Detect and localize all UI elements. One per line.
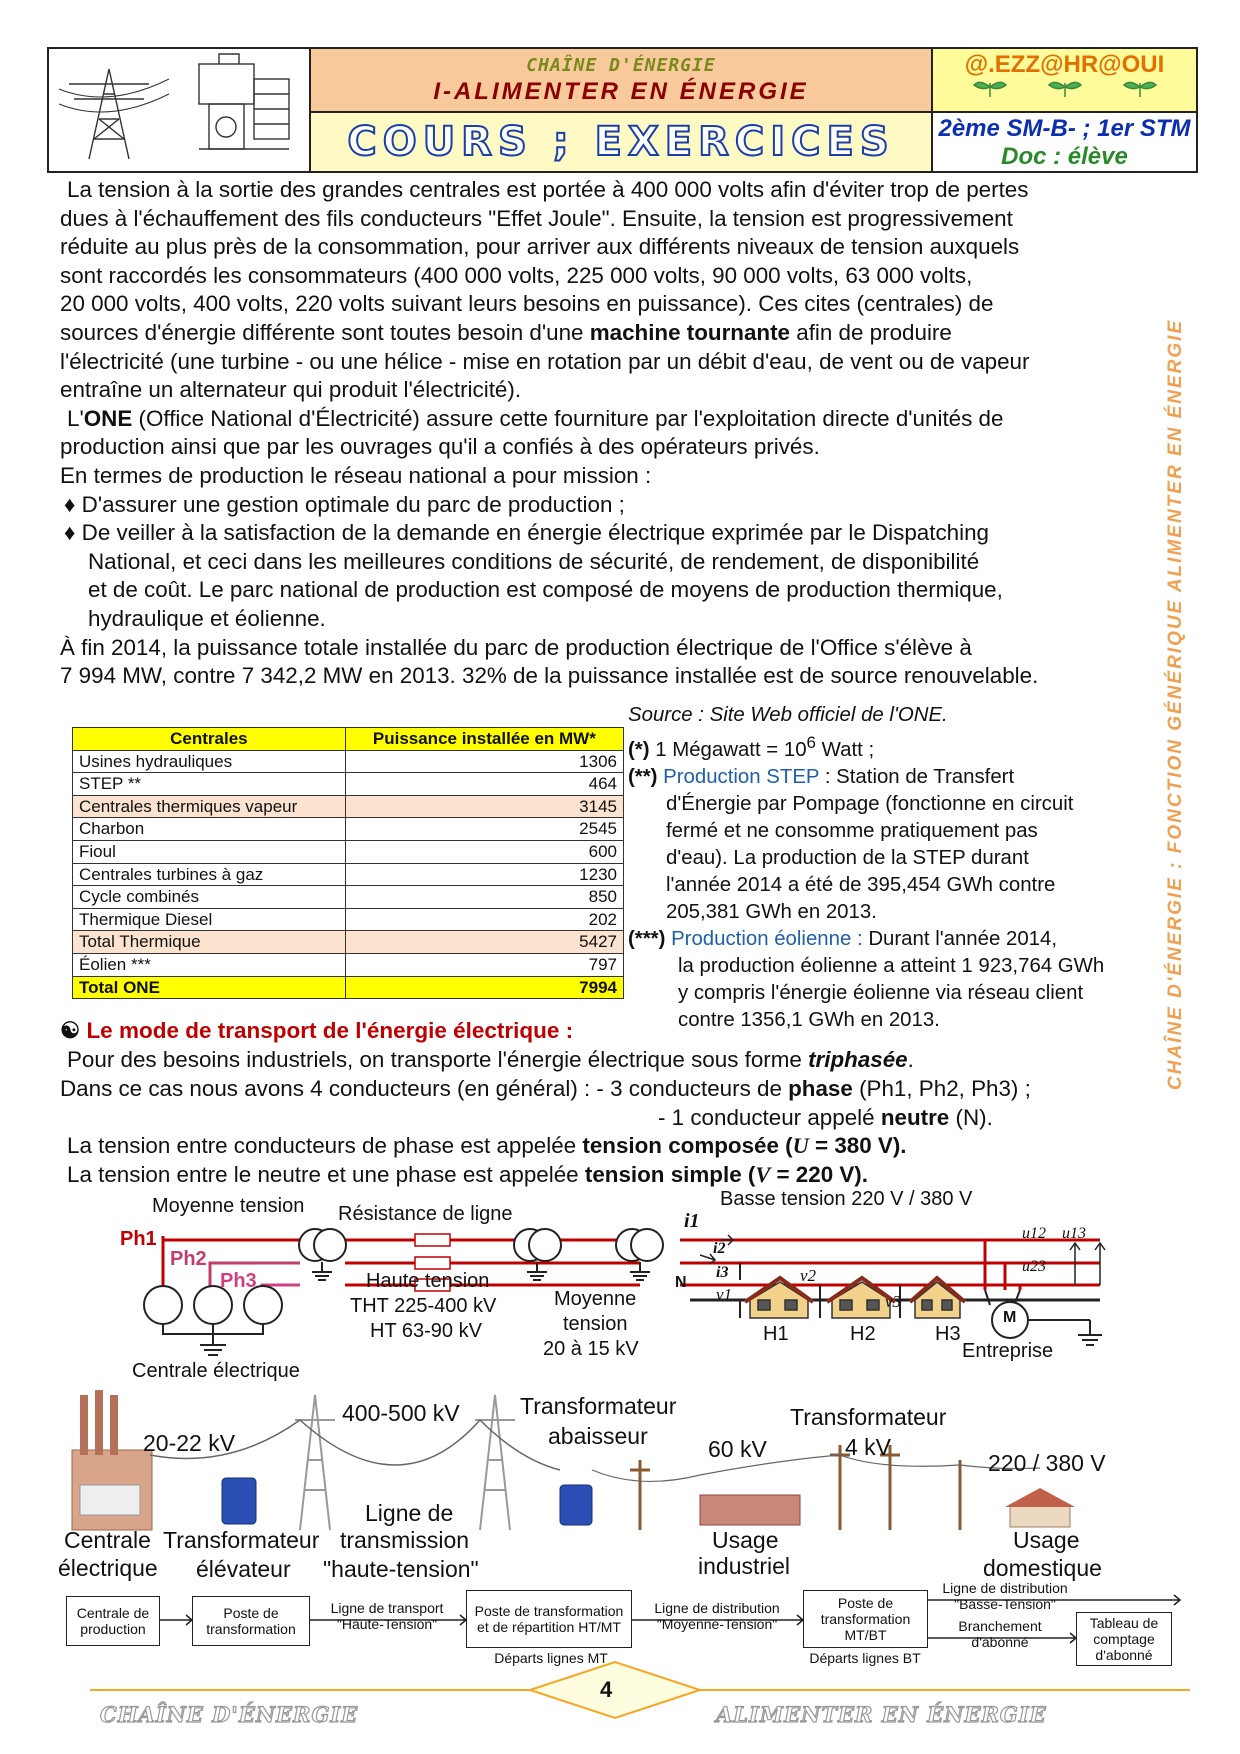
label-neutre: N bbox=[675, 1274, 687, 1291]
table-header: Puissance installée en MW* bbox=[345, 728, 623, 751]
table-cell: 5427 bbox=[345, 931, 623, 954]
note-line: d'eau). La production de la STEP durant bbox=[666, 846, 1029, 869]
side-band-text: CHAÎNE D'ÉNERGIE : FONCTION GÉNÉRIQUE ALIMENTER EN ÉNERGIE bbox=[1165, 318, 1186, 1090]
label-elevateur: élévateur bbox=[196, 1556, 291, 1582]
label-u23: u23 bbox=[1022, 1258, 1046, 1275]
transport-line: La tension entre le neutre et une phase est appelée tension simple (V = 220 V). bbox=[67, 1162, 868, 1188]
label-h3: H3 bbox=[935, 1323, 961, 1345]
header-doc: Doc : élève bbox=[1001, 143, 1128, 170]
table-cell: Fioul bbox=[73, 840, 346, 863]
transport-line: Dans ce cas nous avons 4 conducteurs (en général) : - 3 conducteurs de phase (Ph1, Ph2, Ph3) ; bbox=[60, 1075, 1031, 1101]
label-i2: i2 bbox=[713, 1240, 726, 1257]
label-v2: v2 bbox=[800, 1266, 817, 1285]
flow-box-repartition: Poste de transformation et de répartition HT/MT bbox=[466, 1590, 632, 1648]
flow-label-branchement: Branchement d'abonné bbox=[958, 1618, 1042, 1650]
intro-line: réduite au plus près de la consommation, pour arriver aux différents niveaux de tension auxquels bbox=[60, 234, 1020, 260]
transport-line: - 1 conducteur appelé neutre (N). bbox=[658, 1104, 993, 1130]
label-u12: u12 bbox=[1022, 1225, 1046, 1242]
intro-line: 7 994 MW, contre 7 342,2 MW en 2013. 32% de la puissance installée est de source renouvelable. bbox=[60, 663, 1039, 689]
note-line: contre 1356,1 GWh en 2013. bbox=[678, 1008, 940, 1031]
ground-icon bbox=[200, 1345, 226, 1355]
flow-label-departs-mt: Départs lignes MT bbox=[494, 1650, 608, 1666]
flow-box-poste: Poste de transformation bbox=[192, 1596, 310, 1646]
flow-box-mt-bt: Poste de transformation MT/BT bbox=[803, 1590, 928, 1648]
label-basse-tension: Basse tension 220 V / 380 V bbox=[720, 1188, 973, 1210]
flow-label-distribution-mt: Ligne de distribution "Moyenne-Tension" bbox=[654, 1600, 780, 1632]
label-tht: THT 225-400 kV bbox=[350, 1295, 497, 1317]
note-line: la production éolienne a atteint 1 923,764 GWh bbox=[678, 954, 1105, 977]
label-i3: i3 bbox=[716, 1264, 729, 1281]
intro-line: À fin 2014, la puissance totale installée du parc de production électrique de l'Office s'élève à bbox=[60, 634, 972, 660]
label-220-380v: 220 / 380 V bbox=[988, 1450, 1106, 1476]
intro-line: sont raccordés les consommateurs (400 000 volts, 225 000 volts, 90 000 volts, 63 000 volts, bbox=[60, 262, 973, 288]
table-cell: 202 bbox=[345, 908, 623, 931]
label-ph3: Ph3 bbox=[220, 1270, 257, 1292]
intro-line: sources d'énergie différente sont toutes besoin d'une machine tournante afin de produire bbox=[60, 319, 952, 345]
flow-label-distribution-bt: Ligne de distribution "Basse-Tension" bbox=[942, 1580, 1068, 1612]
label-ligne-de: Ligne de bbox=[365, 1500, 454, 1526]
intro-line: En termes de production le réseau national a pour mission : bbox=[60, 462, 652, 488]
label-centrale: Centrale électrique bbox=[132, 1360, 300, 1382]
table-cell: Charbon bbox=[73, 818, 346, 841]
table-cell: Total ONE bbox=[73, 976, 346, 999]
label-ht: HT 63-90 kV bbox=[370, 1320, 482, 1342]
label-centrale-1: Centrale bbox=[64, 1527, 151, 1553]
domestic-house-illustration bbox=[1005, 1488, 1075, 1527]
transport-line: La tension entre conducteurs de phase est appelée tension composée (U = 380 V). bbox=[67, 1133, 907, 1159]
industrial-building-illustration bbox=[700, 1495, 800, 1525]
flow-label-transport: Ligne de transport "Haute-Tension" bbox=[330, 1600, 444, 1632]
note-line: d'Énergie par Pompage (fonctionne en circuit bbox=[666, 792, 1074, 815]
label-electrique: électrique bbox=[58, 1555, 158, 1581]
transformer-device-icon bbox=[222, 1478, 256, 1524]
label-tension: tension bbox=[563, 1313, 628, 1335]
header-banner: COURS ; EXERCICES bbox=[347, 119, 895, 165]
note-line: 205,381 GWh en 2013. bbox=[666, 900, 877, 923]
section-title-text: Le mode de transport de l'énergie électrique : bbox=[86, 1018, 574, 1043]
yin-yang-icon: ☯ bbox=[60, 1018, 81, 1043]
footer-left: CHAÎNE D'ÉNERGIE bbox=[100, 1702, 359, 1727]
intro-line: dues à l'échauffement des fils conducteurs "Effet Joule". Ensuite, la tension est progressivement bbox=[60, 205, 1013, 231]
bullet-item: ♦ De veiller à la satisfaction de la demande en énergie électrique exprimée par le Dispatching bbox=[64, 520, 989, 546]
power-plant-illustration bbox=[72, 1390, 152, 1530]
table-cell: Usines hydrauliques bbox=[73, 750, 346, 773]
label-usage-2: Usage bbox=[1013, 1527, 1080, 1553]
table-cell: 1230 bbox=[345, 863, 623, 886]
table-cell: Centrales turbines à gaz bbox=[73, 863, 346, 886]
label-400-500kv: 400-500 kV bbox=[342, 1400, 460, 1426]
table-cell: 3145 bbox=[345, 795, 623, 818]
label-entreprise: Entreprise bbox=[962, 1340, 1054, 1362]
table-cell: 7994 bbox=[345, 976, 623, 999]
note-line: y compris l'énergie éolienne via réseau client bbox=[678, 981, 1084, 1004]
flow-box-centrale: Centrale de production bbox=[66, 1596, 160, 1646]
intro-line: L'ONE (Office National d'Électricité) assure cette fourniture par l'exploitation directe d'unités de bbox=[67, 405, 1004, 431]
note-1: (*) 1 Mégawatt = $10^6$ Watt ; bbox=[628, 733, 875, 761]
label-ph2: Ph2 bbox=[170, 1248, 207, 1270]
label-moyenne: Moyenne bbox=[554, 1288, 637, 1310]
label-v3: v3 bbox=[885, 1292, 902, 1311]
transport-line: Pour des besoins industriels, on transporte l'énergie électrique sous forme triphasée. bbox=[67, 1047, 914, 1072]
label-transfo-elevateur: Transformateur bbox=[163, 1527, 320, 1553]
label-60kv: 60 kV bbox=[708, 1436, 767, 1462]
intro-line: entraîne un alternateur qui produit l'électricité). bbox=[60, 377, 522, 403]
header-level: 2ème SM-B- ; 1er STM bbox=[938, 115, 1191, 142]
transformer-device-icon bbox=[560, 1485, 592, 1525]
table-cell: Cycle combinés bbox=[73, 886, 346, 909]
bullet-item: ♦ D'assurer une gestion optimale du parc de production ; bbox=[64, 491, 625, 517]
label-industriel: industriel bbox=[698, 1553, 791, 1579]
label-resistance: Résistance de ligne bbox=[338, 1203, 513, 1225]
flow-label-departs-bt: Départs lignes BT bbox=[809, 1650, 921, 1666]
label-h2: H2 bbox=[850, 1323, 876, 1345]
intro-line: l'électricité (une turbine - ou une hélice - mise en rotation par un débit d'eau, de vent ou de vapeur bbox=[60, 348, 1030, 374]
note-line: fermé et ne consomme pratiquement pas bbox=[666, 819, 1038, 842]
table-cell: 600 bbox=[345, 840, 623, 863]
table-cell: Total Thermique bbox=[73, 931, 346, 954]
intro-line: production ainsi que par les ouvrages qu'il a confiés à des opérateurs privés. bbox=[60, 434, 820, 460]
header-chapter-title: I-ALIMENTER EN ÉNERGIE bbox=[433, 78, 809, 105]
table-cell: 797 bbox=[345, 953, 623, 976]
transformer-icon bbox=[299, 1229, 663, 1261]
table-cell: Centrales thermiques vapeur bbox=[73, 795, 346, 818]
label-haute-tension-q: "haute-tension" bbox=[323, 1556, 479, 1582]
label-transfo-abaisseur: Transformateur bbox=[520, 1393, 677, 1419]
note-2: (**) Production STEP : Station de Transfert bbox=[628, 765, 1015, 788]
table-cell: 2545 bbox=[345, 818, 623, 841]
header-chain-title: CHAÎNE D'ÉNERGIE bbox=[526, 55, 716, 76]
label-h1: H1 bbox=[763, 1323, 789, 1345]
table-cell: STEP ** bbox=[73, 773, 346, 796]
table-cell: 464 bbox=[345, 773, 623, 796]
source-note: Source : Site Web officiel de l'ONE. bbox=[628, 704, 948, 726]
label-v1: v1 bbox=[716, 1285, 733, 1304]
generator-icon bbox=[144, 1286, 282, 1324]
table-cell: 850 bbox=[345, 886, 623, 909]
label-mt-range: 20 à 15 kV bbox=[543, 1338, 639, 1360]
label-ph1: Ph1 bbox=[120, 1228, 157, 1250]
label-moyenne-tension: Moyenne tension bbox=[152, 1195, 305, 1217]
note-3: (***) Production éolienne : Durant l'année 2014, bbox=[628, 927, 1058, 950]
footer-right: ALIMENTER EN ÉNERGIE bbox=[716, 1702, 1047, 1727]
table-cell: 1306 bbox=[345, 750, 623, 773]
table-cell: Éolien *** bbox=[73, 953, 346, 976]
page-number: 4 bbox=[600, 1677, 613, 1702]
table-cell: Thermique Diesel bbox=[73, 908, 346, 931]
intro-line: 20 000 volts, 400 volts, 220 volts suivant leurs besoins en puissance). Ces cites (centrales) de bbox=[60, 291, 994, 317]
intro-line: hydraulique et éolienne. bbox=[88, 605, 326, 631]
label-motor: M bbox=[1003, 1309, 1017, 1326]
intro-line: La tension à la sortie des grandes centrales est portée à 400 000 volts afin d'éviter trop de pertes bbox=[67, 177, 1029, 202]
intro-line: et de coût. Le parc national de production est composé de moyens de production thermique, bbox=[88, 577, 1003, 603]
label-abaisseur: abaisseur bbox=[548, 1423, 648, 1449]
label-4kv: 4 kV bbox=[845, 1434, 892, 1460]
label-domestique: domestique bbox=[983, 1555, 1102, 1581]
label-usage-1: Usage bbox=[712, 1527, 779, 1553]
header-author: @.EZZ@HR@OUI bbox=[964, 51, 1165, 78]
label-u13: u13 bbox=[1062, 1225, 1086, 1242]
label-20-22kv: 20-22 kV bbox=[143, 1430, 236, 1456]
label-transfo-4kv: Transformateur bbox=[790, 1404, 947, 1430]
note-line: l'année 2014 a été de 395,454 GWh contre bbox=[666, 873, 1056, 896]
intro-line: National, et ceci dans les meilleures conditions de sécurité, de rendement, de disponibilité bbox=[88, 548, 980, 574]
label-i1: i1 bbox=[684, 1210, 700, 1232]
label-haute-tension: Haute tension bbox=[366, 1270, 490, 1292]
flow-box-comptage: Tableau de comptage d'abonné bbox=[1076, 1612, 1172, 1666]
label-transmission: transmission bbox=[340, 1527, 470, 1553]
table-header: Centrales bbox=[73, 728, 346, 751]
